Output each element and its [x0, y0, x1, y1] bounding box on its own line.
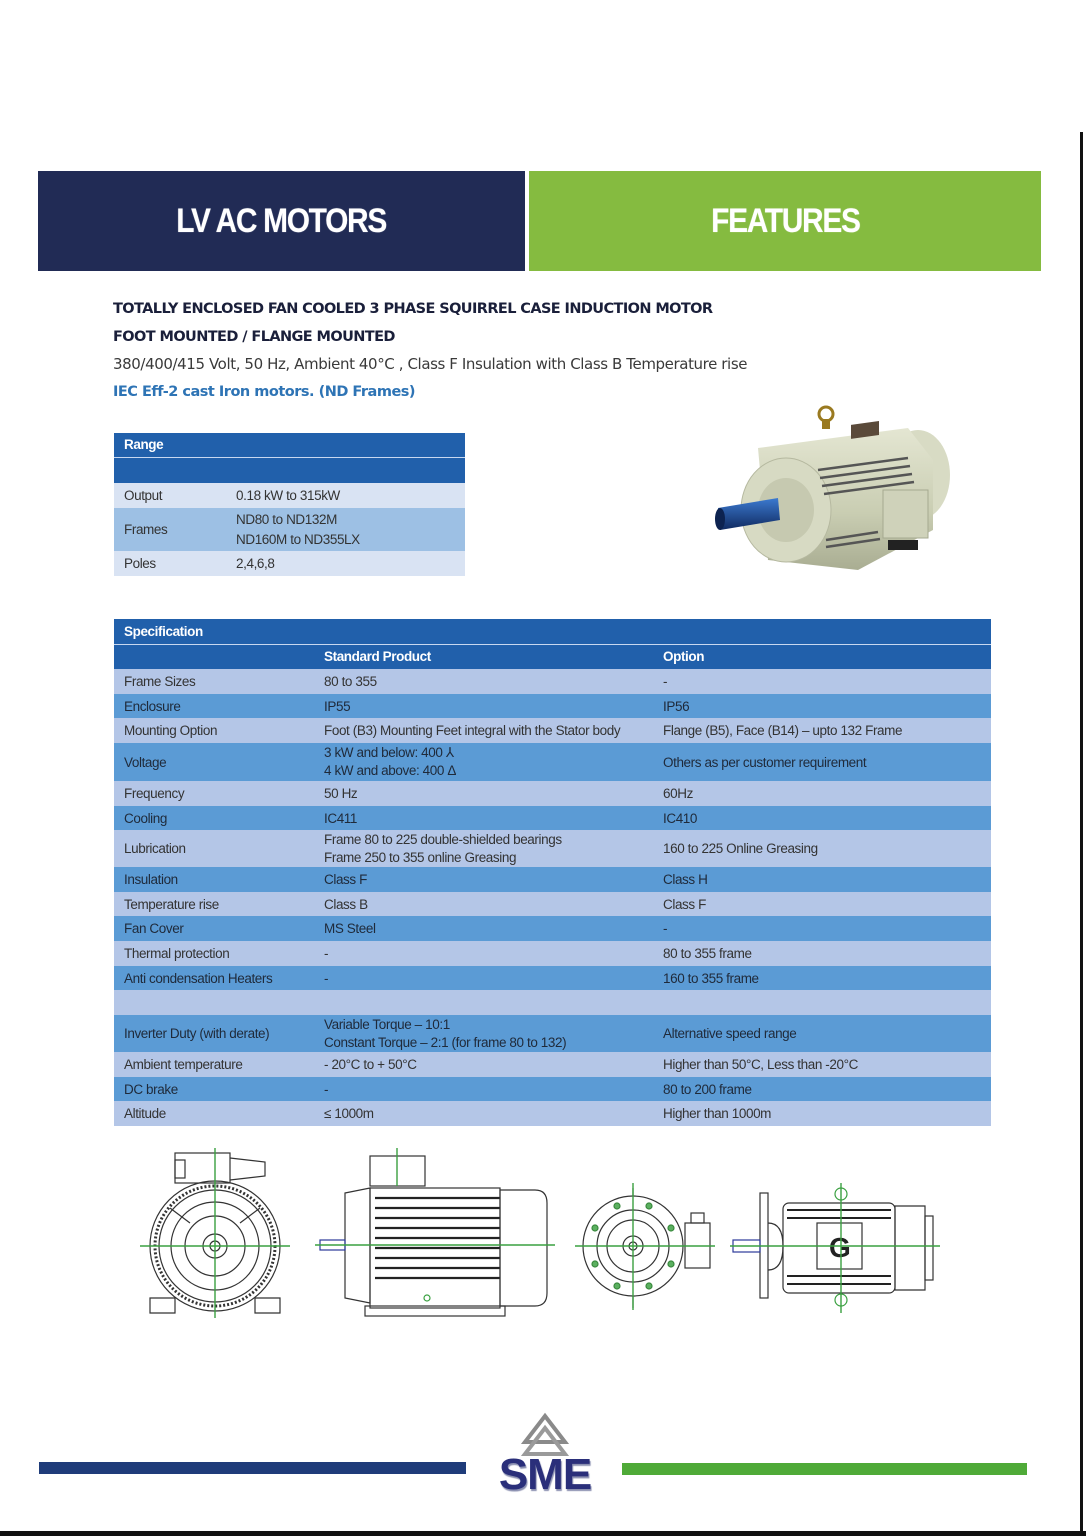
- spec-label: Lubrication: [114, 830, 314, 867]
- spec-label: Inverter Duty (with derate): [114, 1015, 314, 1052]
- drawing-flange-side-view: [730, 1183, 940, 1313]
- spec-option: 60Hz: [653, 781, 991, 806]
- banner-lv-ac-motors: [38, 171, 525, 271]
- table-row: [114, 830, 991, 867]
- spec-option: 80 to 200 frame: [653, 1077, 991, 1101]
- range-value: 2,4,6,8: [226, 551, 465, 576]
- spec-option: 160 to 355 frame: [653, 966, 991, 990]
- spec-label: [114, 990, 314, 1015]
- spec-standard: -: [314, 941, 653, 966]
- spec-standard: [314, 743, 653, 781]
- intro-motor-type: TOTALLY ENCLOSED FAN COOLED 3 PHASE SQUIRREL CASE INDUCTION MOTOR: [113, 301, 713, 317]
- spec-col-header-standard: Standard Product: [314, 644, 653, 669]
- motor-technical-drawings: [135, 1148, 955, 1323]
- spec-standard: [314, 830, 653, 867]
- spec-label: Altitude: [114, 1101, 314, 1126]
- spec-standard: [314, 990, 653, 1015]
- page-border-bottom: [0, 1531, 1086, 1536]
- spec-option: Class F: [653, 892, 991, 916]
- table-row: [114, 1077, 991, 1101]
- spec-option: Alternative speed range: [653, 1015, 991, 1052]
- range-table: [114, 433, 465, 576]
- spec-label: Cooling: [114, 806, 314, 830]
- table-row: [114, 966, 991, 990]
- spec-standard-line: 4 kW and above: 400 Δ: [324, 763, 456, 778]
- spec-col-header: [114, 644, 314, 669]
- table-row: [114, 781, 991, 806]
- spec-standard-line: Frame 250 to 355 online Greasing: [324, 849, 517, 865]
- spec-standard: 80 to 355: [314, 669, 653, 694]
- spec-label: Thermal protection: [114, 941, 314, 966]
- table-row: [114, 867, 991, 892]
- range-label: Output: [114, 483, 226, 508]
- spec-option: -: [653, 916, 991, 941]
- table-row: [114, 941, 991, 966]
- range-title: Range: [114, 433, 465, 457]
- spec-option: Class H: [653, 867, 991, 892]
- range-value: 0.18 kW to 315kW: [226, 483, 465, 508]
- spec-standard: -: [314, 966, 653, 990]
- spec-standard: MS Steel: [314, 916, 653, 941]
- range-label: Poles: [114, 551, 226, 576]
- table-row: [114, 1101, 991, 1126]
- spec-option: Higher than 1000m: [653, 1101, 991, 1126]
- spec-label: Voltage: [114, 743, 314, 781]
- table-row: [114, 694, 991, 718]
- spec-label: Frequency: [114, 781, 314, 806]
- spec-option: Higher than 50°C, Less than -20°C: [653, 1052, 991, 1077]
- spec-option: [653, 990, 991, 1015]
- range-row-poles: [114, 551, 465, 576]
- spec-standard: IC411: [314, 806, 653, 830]
- intro-iec-note: IEC Eff-2 cast Iron motors. (ND Frames): [113, 383, 416, 400]
- intro-block: [113, 296, 747, 406]
- footer-bar-green: [622, 1463, 1027, 1475]
- sme-logo: [470, 1412, 620, 1507]
- spec-standard: 50 Hz: [314, 781, 653, 806]
- spec-standard: -: [314, 1077, 653, 1101]
- drawing-foot-end-view: [140, 1148, 290, 1318]
- sme-logo-text: SME: [498, 1450, 592, 1499]
- footer-bar-navy: [39, 1462, 466, 1474]
- spec-standard: [314, 1015, 653, 1052]
- spec-option: IC410: [653, 806, 991, 830]
- table-row: [114, 718, 991, 743]
- table-row: [114, 743, 991, 781]
- spec-label: Mounting Option: [114, 718, 314, 743]
- table-row: [114, 892, 991, 916]
- table-row-empty: [114, 990, 991, 1015]
- spec-label: Ambient temperature: [114, 1052, 314, 1077]
- range-label: Frames: [114, 508, 226, 551]
- table-row: [114, 669, 991, 694]
- spec-standard: - 20°C to + 50°C: [314, 1052, 653, 1077]
- spec-col-header-option: Option: [653, 644, 991, 669]
- intro-ratings: 380/400/415 Volt, 50 Hz, Ambient 40°C , Class F Insulation with Class B Temperature rise: [113, 355, 748, 373]
- spec-standard: IP55: [314, 694, 653, 718]
- spec-column-headers: [114, 644, 991, 669]
- spec-label: DC brake: [114, 1077, 314, 1101]
- spec-option: -: [653, 669, 991, 694]
- svg-text:G: G: [829, 1232, 851, 1263]
- range-value: [226, 508, 465, 551]
- page-border-right: [1080, 132, 1083, 1536]
- spec-title: Specification: [114, 619, 991, 644]
- table-row: [114, 1015, 991, 1052]
- spec-standard-line: Constant Torque – 2:1 (for frame 80 to 132): [324, 1034, 567, 1050]
- spec-option: Others as per customer requirement: [653, 743, 991, 781]
- table-row: [114, 1052, 991, 1077]
- banner-title-left: LV AC MOTORS: [176, 201, 387, 240]
- spec-standard-line: Variable Torque – 10:1: [324, 1016, 450, 1032]
- range-subheader: [114, 457, 465, 483]
- intro-mounting: FOOT MOUNTED / FLANGE MOUNTED: [113, 328, 395, 345]
- spec-label: Insulation: [114, 867, 314, 892]
- spec-standard: Class F: [314, 867, 653, 892]
- banner-features: [529, 171, 1041, 271]
- spec-standard: Class B: [314, 892, 653, 916]
- drawing-foot-side-view: [315, 1148, 555, 1316]
- spec-standard: Foot (B3) Mounting Feet integral with the Stator body: [314, 718, 653, 743]
- spec-label: Enclosure: [114, 694, 314, 718]
- spec-option: 160 to 225 Online Greasing: [653, 830, 991, 867]
- drawing-flange-end-view: [575, 1183, 715, 1310]
- spec-standard-line: Frame 80 to 225 double-shielded bearings: [324, 831, 562, 847]
- spec-label: Fan Cover: [114, 916, 314, 941]
- spec-label: Temperature rise: [114, 892, 314, 916]
- spec-standard: ≤ 1000m: [314, 1101, 653, 1126]
- spec-label: Anti condensation Heaters: [114, 966, 314, 990]
- spec-option: Flange (B5), Face (B14) – upto 132 Frame: [653, 718, 991, 743]
- range-value-line: ND160M to ND355LX: [236, 531, 360, 547]
- spec-label: Frame Sizes: [114, 669, 314, 694]
- range-row-output: [114, 483, 465, 508]
- spec-option: IP56: [653, 694, 991, 718]
- specification-table: [114, 619, 991, 1126]
- spec-option: 80 to 355 frame: [653, 941, 991, 966]
- table-row: [114, 806, 991, 830]
- range-row-frames: [114, 508, 465, 551]
- spec-standard-line: 3 kW and below: 400 ⅄: [324, 745, 454, 760]
- motor-product-image: [708, 400, 953, 585]
- range-value-line: ND80 to ND132M: [236, 511, 337, 527]
- banner-title-right: FEATURES: [710, 201, 860, 240]
- table-row: [114, 916, 991, 941]
